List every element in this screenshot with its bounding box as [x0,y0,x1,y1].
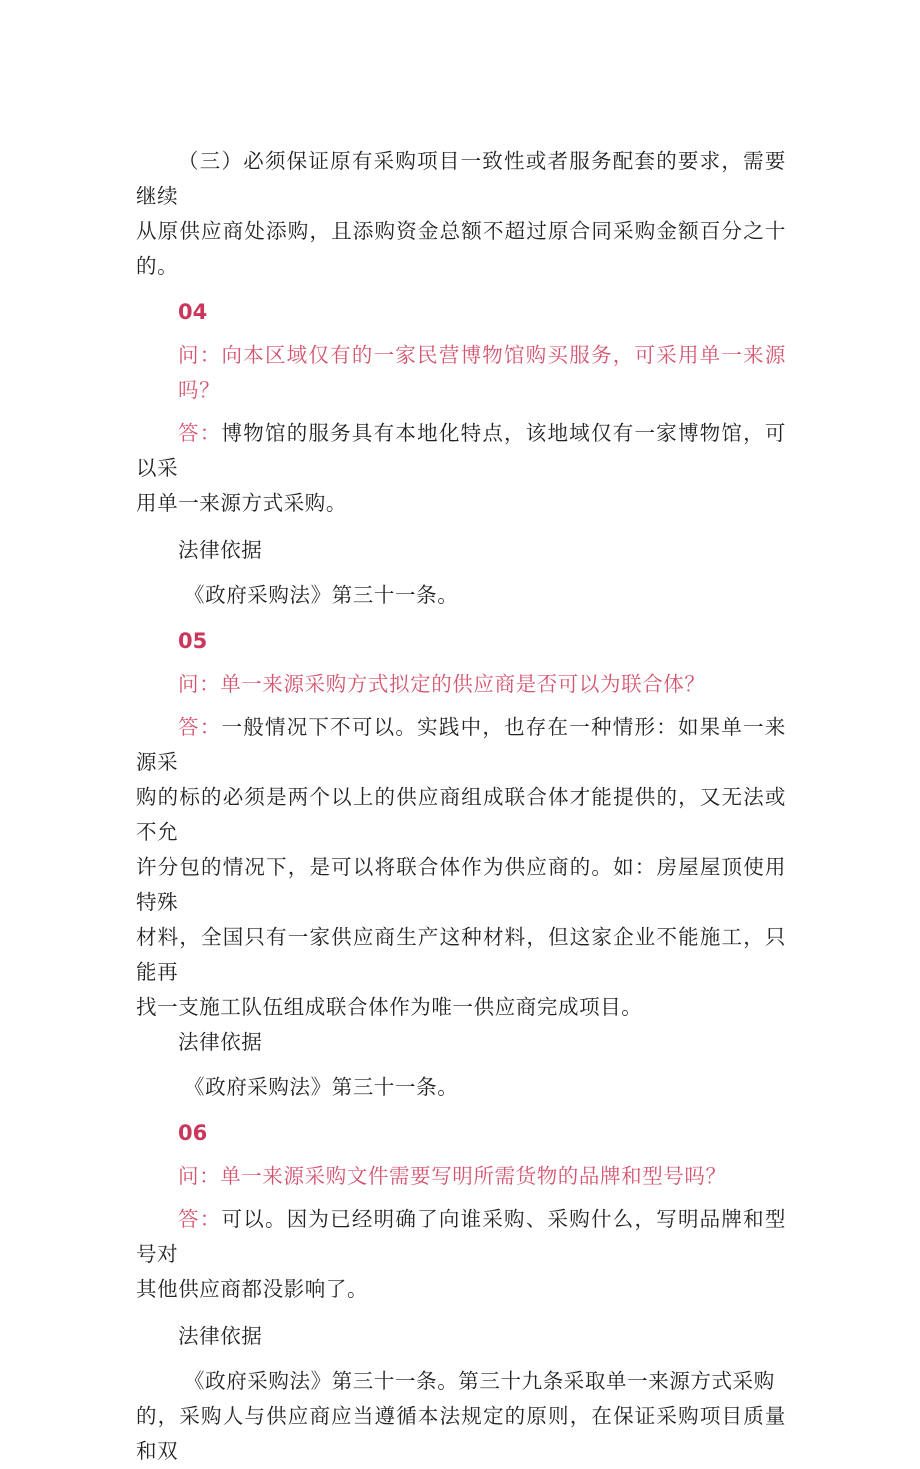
item-3-paragraph [136,144,786,284]
law-basis-heading-04: 法律依据 [178,538,263,562]
answer-04 [136,416,786,521]
law-citation-06 [136,1364,786,1469]
answer-06 [136,1202,786,1307]
law-citation-04: 《政府采购法》第三十一条。 [184,583,459,607]
law-citation-06-line-2: 的，采购人与供应商应当遵循本法规定的原则，在保证采购项目质量和双 [136,1404,786,1463]
answer-05-line-4: 材料，全国只有一家供应商生产这种材料，但这家企业不能施工，只能再 [136,925,786,984]
question-06: 问：单一来源采购文件需要写明所需货物的品牌和型号吗？ [178,1164,727,1188]
law-basis-heading-05: 法律依据 [178,1030,263,1054]
item-3-line-1: （三）必须保证原有采购项目一致性或者服务配套的要求，需要继续 [136,149,786,208]
law-citation-06-line-1: 《政府采购法》第三十一条。第三十九条采取单一来源方式采购 [184,1369,775,1393]
answer-04-line-2: 用单一来源方式采购。 [136,491,347,515]
answer-05-line-2: 购的标的必须是两个以上的供应商组成联合体才能提供的，又无法或不允 [136,785,786,844]
answer-05-line-5: 找一支施工队伍组成联合体作为唯一供应商完成项目。 [136,995,643,1019]
answer-05-line-1: 一般情况下不可以。实践中，也存在一种情形：如果单一来源采 [136,715,786,774]
law-citation-05: 《政府采购法》第三十一条。 [184,1075,459,1099]
question-04: 问：向本区域仅有的一家民营博物馆购买服务，可采用单一来源吗？ [178,343,786,402]
item-3-line-2: 从原供应商处添购，且添购资金总额不超过原合同采购金额百分之十的。 [136,219,786,278]
answer-06-line-1: 可以。因为已经明确了向谁采购、采购什么，写明品牌和型号对 [136,1207,786,1266]
answer-05 [136,710,786,1025]
answer-06-line-2: 其他供应商都没影响了。 [136,1277,369,1301]
document-body [136,144,786,1469]
answer-label: 答： [178,715,222,739]
question-05: 问：单一来源采购方式拟定的供应商是否可以为联合体？ [178,672,706,696]
section-number-05: 05 [178,629,208,653]
law-basis-heading-06: 法律依据 [178,1324,263,1348]
section-number-04: 04 [178,300,208,324]
answer-05-line-3: 许分包的情况下，是可以将联合体作为供应商的。如：房屋屋顶使用特殊 [136,855,786,914]
answer-label: 答： [178,421,222,445]
answer-04-line-1: 博物馆的服务具有本地化特点，该地域仅有一家博物馆，可以采 [136,421,786,480]
answer-label: 答： [178,1207,222,1231]
section-number-06: 06 [178,1121,208,1145]
